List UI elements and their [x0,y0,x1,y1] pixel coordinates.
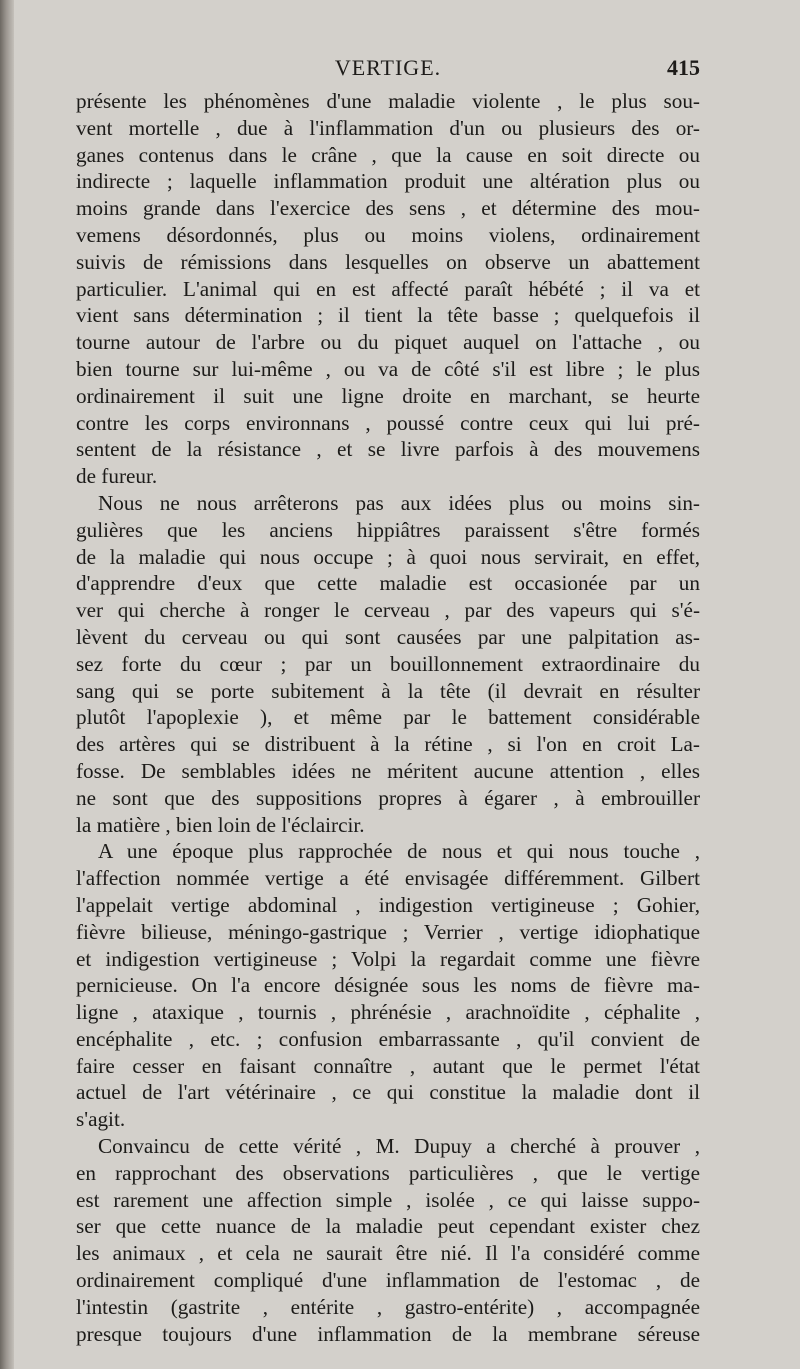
text-line: est rarement une affection simple , isolée , ce qui laisse suppo- [76,1187,700,1212]
text-line: l'appelait vertige abdominal , indigestion vertigineuse ; Gohier, [76,892,700,917]
text-line: l'intestin (gastrite , entérite , gastro-entérite) , accompagnée [76,1294,700,1319]
text-line: l'affection nommée vertige a été envisagée différemment. Gilbert [76,866,700,891]
text-line: sang qui se porte subitement à la tête (il devrait en résulter [76,678,700,703]
text-line: de la maladie qui nous occupe ; à quoi nous servirait, en effet, [76,544,700,569]
text-line: particulier. L'animal qui en est affecté paraît hébété ; il va et [76,276,700,301]
text-line: Nous ne nous arrêterons pas aux idées plus ou moins sin- [98,490,700,515]
text-line: ganes contenus dans le crâne , que la cause en soit directe ou [76,142,700,167]
text-line: fosse. De semblables idées ne méritent aucune attention , elles [76,758,700,783]
text-line: bien tourne sur lui-même , ou va de côté s'il est libre ; le plus [76,356,700,381]
text-line: ordinairement il suit une ligne droite en marchant, se heurte [76,383,700,408]
text-line: des artères qui se distribuent à la rétine , si l'on en croit La- [76,732,700,757]
running-title: VERTIGE. [334,55,442,80]
text-line: pernicieuse. On l'a encore désignée sous les noms de fièvre ma- [76,973,700,998]
page-number: 415 [667,55,700,80]
running-head [76,55,700,89]
text-line: ver qui cherche à ronger le cerveau , par des vapeurs qui s'é- [76,598,700,623]
body-text [76,88,700,1347]
text-line: en rapprochant des observations particulières , que le vertige [76,1160,700,1185]
text-line: plutôt l'apoplexie ), et même par le battement considérable [76,705,700,730]
text-line: ne sont que des suppositions propres à égarer , à embrouiller [76,785,700,810]
text-line: vient sans détermination ; il tient la tête basse ; quelquefois il [76,303,700,328]
text-line: encéphalite , etc. ; confusion embarrassante , qu'il convient de [76,1026,700,1051]
text-line: A une époque plus rapprochée de nous et qui nous touche , [98,839,700,864]
text-line: les animaux , et cela ne saurait être nié. Il l'a considéré comme [76,1241,700,1266]
text-line: presque toujours d'une inflammation de la membrane séreuse [76,1321,700,1346]
text-line: tourne autour de l'arbre ou du piquet auquel on l'attache , ou [76,330,700,355]
text-line: ser que cette nuance de la maladie peut cependant exister chez [76,1214,700,1239]
text-line: ligne , ataxique , tournis , phrénésie , arachnoïdite , céphalite , [76,1000,700,1025]
text-line: sez forte du cœur ; par un bouillonnement extraordinaire du [76,651,700,676]
text-line: gulières que les anciens hippiâtres paraissent s'être formés [76,517,700,542]
text-line: lèvent du cerveau ou qui sont causées par une palpitation as- [76,624,700,649]
text-line: vemens désordonnés, plus ou moins violens, ordinairement [76,222,700,247]
text-line: s'agit. [76,1107,126,1132]
page-gutter-shadow [0,0,14,1369]
text-line: ordinairement compliqué d'une inflammation de l'estomac , de [76,1268,700,1293]
text-line: actuel de l'art vétérinaire , ce qui constitue la maladie dont il [76,1080,700,1105]
text-line: la matière , bien loin de l'éclaircir. [76,812,365,837]
text-line: fièvre bilieuse, méningo-gastrique ; Verrier , vertige idiophatique [76,919,700,944]
text-line: Convaincu de cette vérité , M. Dupuy a cherché à prouver , [98,1134,700,1159]
text-line: d'apprendre d'eux que cette maladie est occasionée par un [76,571,700,596]
text-line: et indigestion vertigineuse ; Volpi la regardait comme une fièvre [76,946,700,971]
text-line: moins grande dans l'exercice des sens , et détermine des mou- [76,196,700,221]
text-line: sentent de la résistance , et se livre parfois à des mouvemens [76,437,700,462]
text-line: contre les corps environnans , poussé contre ceux qui lui pré- [76,410,700,435]
text-line: de fureur. [76,464,158,489]
text-line: suivis de rémissions dans lesquelles on observe un abattement [76,249,700,274]
text-line: présente les phénomènes d'une maladie violente , le plus sou- [76,89,700,113]
text-line: faire cesser en faisant connaître , autant que le permet l'état [76,1053,700,1078]
text-line: indirecte ; laquelle inflammation produit une altération plus ou [76,169,700,194]
text-line: vent mortelle , due à l'inflammation d'un ou plusieurs des or- [76,115,700,140]
